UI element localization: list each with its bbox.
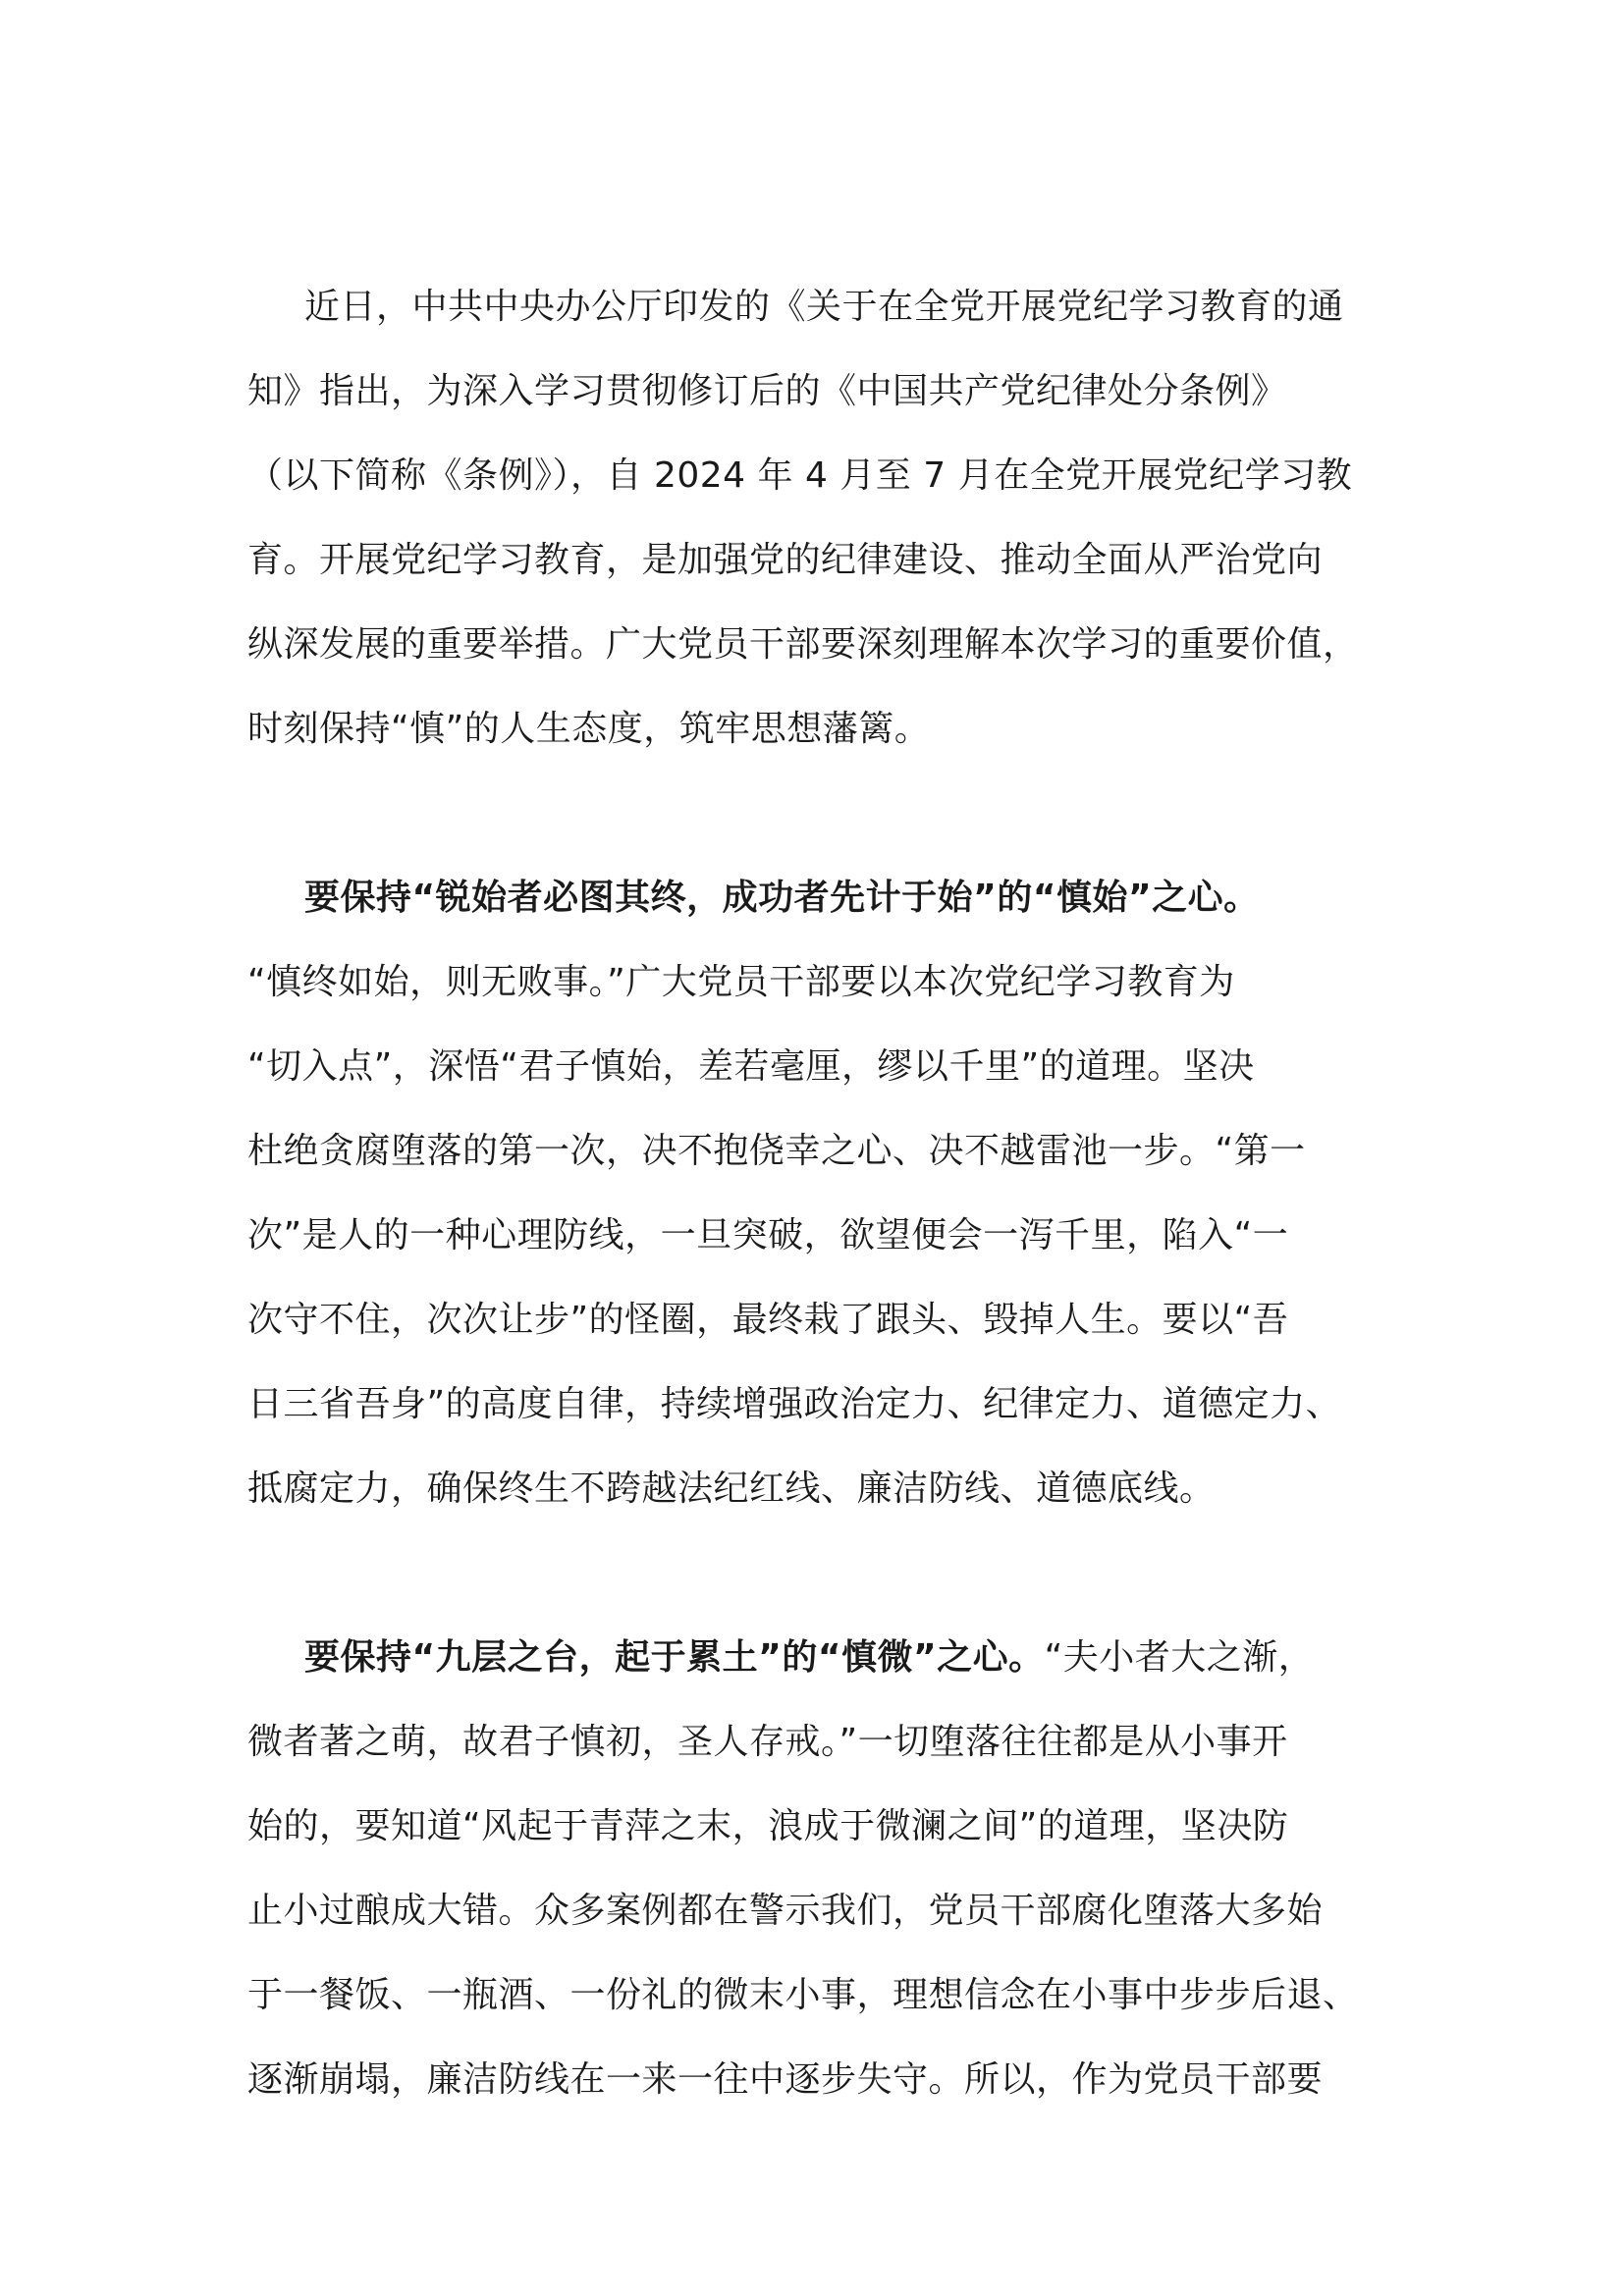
paragraph-gap [247,772,1396,856]
text-line: 微者著之萌，故君子慎初，圣人存戒。”一切堕落往往都是从小事开 [247,1722,1288,1762]
document-page [247,265,1396,2122]
paragraph-gap [247,1531,1396,1616]
paragraph-shenwei [247,1616,1396,2122]
section-heading: 要保持“锐始者必图其终，成功者先计于始”的“慎始”之心。 [304,878,1260,918]
text-line: 止小过酿成大错。众多案例都在警示我们，党员干部腐化堕落大多始 [247,1891,1324,1931]
text-line: 始的，要知道“风起于青萍之末，浪成于微澜之间”的道理，坚决防 [247,1806,1289,1846]
text-line: 育。开展党纪学习教育，是加强党的纪律建设、推动全面从严治党向 [247,540,1324,580]
text-line: “切入点”，深悟“君子慎始，差若毫厘，缪以千里”的道理。坚决 [247,1046,1255,1087]
heading-line [247,1616,1396,1700]
text-line: 逐渐崩塌，廉洁防线在一来一往中逐步失守。所以，作为党员干部要 [247,2059,1324,2100]
text-line: 于一餐饭、一瓶酒、一份礼的微末小事，理想信念在小事中步步后退、 [247,1975,1359,2015]
text-line: 纵深发展的重要举措。广大党员干部要深刻理解本次学习的重要价值， [247,624,1359,665]
text-line: “慎终如始，则无败事。”广大党员干部要以本次党纪学习教育为 [247,962,1235,1002]
paragraph-shenshi [247,856,1396,1531]
text-line: 时刻保持“慎”的人生态度，筑牢思想藩篱。 [247,709,931,749]
text-line: 日三省吾身”的高度自律，持续增强政治定力、纪律定力、道德定力、 [247,1384,1342,1424]
text-line: 次守不住，次次让步”的怪圈，最终栽了跟头、毁掉人生。要以“吾 [247,1300,1289,1340]
text-line: 杜绝贪腐堕落的第一次，决不抱侥幸之心、决不越雷池一步。“第一 [247,1131,1306,1171]
heading-tail-text: “夫小者大之渐， [1044,1637,1315,1678]
text-line: （以下简称《条例》），自 2024 年 4 月至 7 月在全党开展党纪学习教 [247,455,1353,496]
text-line: 近日，中共中央办公厅印发的《关于在全党开展党纪学习教育的通 [304,287,1344,327]
text-line: 次”是人的一种心理防线，一旦突破，欲望便会一泻千里，陷入“一 [247,1215,1289,1255]
text-line: 抵腐定力，确保终生不跨越法纪红线、廉洁防线、道德底线。 [247,1468,1216,1509]
text-line: 知》指出，为深入学习贯彻修订后的《中国共产党纪律处分条例》 [247,371,1287,411]
paragraph-intro [247,265,1396,772]
section-heading: 要保持“九层之台，起于累土”的“慎微”之心。 [304,1637,1045,1678]
